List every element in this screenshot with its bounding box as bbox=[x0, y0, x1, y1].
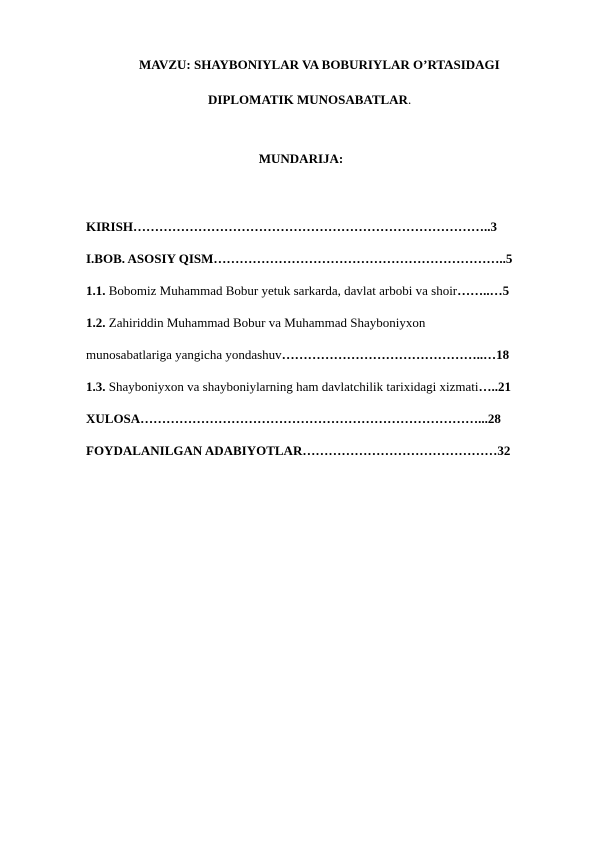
toc-entry-label: FOYDALANILGAN ADABIYOTLAR………………………………………32 bbox=[86, 443, 511, 458]
toc-entry-1-2-continued bbox=[86, 347, 546, 363]
toc-entry-asosiy-qism bbox=[86, 251, 546, 267]
document-title-line-1: MAVZU: SHAYBONIYLAR VA BOBURIYLAR O’RTASIDAGI bbox=[139, 57, 500, 72]
toc-entry-text: Shayboniyxon va shayboniylarning ham davlatchilik tarixidagi xizmati bbox=[105, 379, 479, 394]
toc-entry-number: 1.1. bbox=[86, 283, 106, 298]
document-title-line-2 bbox=[0, 92, 596, 108]
title-period: . bbox=[407, 92, 412, 107]
toc-entry-label: I.BOB. ASOSIY QISM…………………………………………………………..5 bbox=[86, 251, 513, 266]
toc-entry-number: 1.2. bbox=[86, 315, 106, 330]
toc-entry-1-3 bbox=[86, 379, 546, 395]
contents-heading: MUNDARIJA: bbox=[258, 151, 344, 166]
toc-entry-number: 1.3. bbox=[86, 379, 106, 394]
toc-entry-label: XULOSA……………………………………………………………………...28 bbox=[86, 411, 501, 426]
toc-entry-text: Zahiriddin Muhammad Bobur va Muhammad Shayboniyxon bbox=[105, 315, 426, 330]
toc-entry-text: munosabatlariga yangicha yondashuv bbox=[86, 347, 282, 362]
toc-entry-page: ……..…5 bbox=[457, 283, 510, 298]
toc-entry-text: Bobomiz Muhammad Bobur yetuk sarkarda, davlat arbobi va shoir bbox=[105, 283, 458, 298]
toc-entry-1-1 bbox=[86, 283, 546, 299]
title-text: DIPLOMATIK MUNOSABATLAR bbox=[208, 92, 408, 107]
toc-entry-xulosa bbox=[86, 411, 546, 427]
toc-entry-adabiyotlar bbox=[86, 443, 546, 459]
toc-entry-kirish bbox=[86, 219, 546, 235]
toc-entry-page: ………………………………………..…18 bbox=[281, 347, 510, 362]
toc-entry-page: …..21 bbox=[478, 379, 511, 394]
toc-entry-1-2 bbox=[86, 315, 546, 331]
toc-entry-label: KIRISH………………………………………………………………………..3 bbox=[86, 219, 497, 234]
